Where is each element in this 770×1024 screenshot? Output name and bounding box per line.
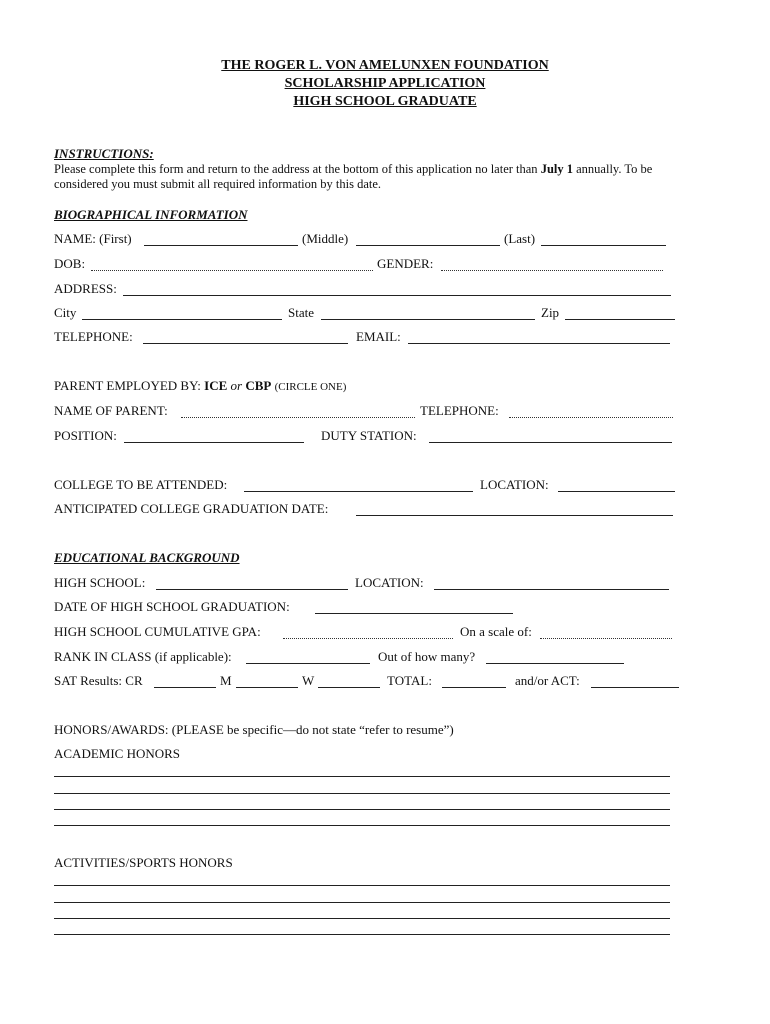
address-label: ADDRESS: [54,281,117,296]
sat-cr-label: SAT Results: CR [54,673,143,688]
college-grad-date-field[interactable] [356,515,673,516]
sat-w-field[interactable] [318,687,380,688]
college-label: COLLEGE TO BE ATTENDED: [54,477,228,492]
form-title: THE ROGER L. VON AMELUNXEN FOUNDATION [221,58,549,73]
option-ice[interactable]: ICE [204,378,228,393]
sat-m-label: M [220,673,232,688]
name-first-label: NAME: (First) [54,231,132,246]
academic-honors-label: ACADEMIC HONORS [54,746,181,761]
email-label: EMAIL: [356,329,401,344]
sat-total-label: TOTAL: [387,673,432,688]
name-middle-label: (Middle) [302,231,349,246]
activities-honors-line-4[interactable] [54,934,670,935]
sat-w-label: W [302,673,315,688]
address-field[interactable] [123,295,671,296]
activities-honors-line-2[interactable] [54,902,670,903]
email-field[interactable] [408,343,670,344]
gpa-field[interactable] [283,638,453,639]
honors-heading: HONORS/AWARDS: (PLEASE be specific—do not state “refer to resume”) [54,722,454,737]
duty-station-field[interactable] [429,442,672,443]
rank-field[interactable] [246,663,370,664]
rank-label: RANK IN CLASS (if applicable): [54,649,232,664]
name-first-field[interactable] [144,245,298,246]
scale-field[interactable] [540,638,672,639]
academic-honors-line-1[interactable] [54,776,670,777]
edu-heading: EDUCATIONAL BACKGROUND [54,550,240,565]
deadline: July 1 [540,162,573,176]
instructions-heading: INSTRUCTIONS: [54,146,154,161]
dob-field[interactable] [91,270,373,271]
parent-telephone-field[interactable] [509,417,673,418]
college-location-field[interactable] [558,491,675,492]
name-last-field[interactable] [541,245,666,246]
parent-name-label: NAME OF PARENT: [54,403,168,418]
college-field[interactable] [244,491,473,492]
parent-employed-label: PARENT EMPLOYED BY: ICE or CBP (CIRCLE ONE) [54,378,347,393]
sat-total-field[interactable] [442,687,506,688]
form-subtitle: SCHOLARSHIP APPLICATION [284,76,486,91]
duty-station-label: DUTY STATION: [321,428,417,443]
gender-field[interactable] [441,270,663,271]
sat-m-field[interactable] [236,687,298,688]
college-grad-date-label: ANTICIPATED COLLEGE GRADUATION DATE: [54,501,329,516]
hs-location-field[interactable] [434,589,669,590]
out-of-field[interactable] [486,663,624,664]
high-school-label: HIGH SCHOOL: [54,575,146,590]
position-label: POSITION: [54,428,117,443]
college-location-label: LOCATION: [480,477,549,492]
form-subtitle-2: HIGH SCHOOL GRADUATE [293,94,477,109]
city-field[interactable] [82,319,282,320]
academic-honors-line-3[interactable] [54,809,670,810]
scale-label: On a scale of: [460,624,532,639]
name-middle-field[interactable] [356,245,500,246]
state-label: State [288,305,314,320]
academic-honors-line-4[interactable] [54,825,670,826]
hs-grad-date-field[interactable] [315,613,513,614]
option-cbp[interactable]: CBP [245,378,272,393]
out-of-label: Out of how many? [378,649,476,664]
act-field[interactable] [591,687,679,688]
name-last-label: (Last) [504,231,536,246]
hs-location-label: LOCATION: [355,575,424,590]
activities-honors-label: ACTIVITIES/SPORTS HONORS [54,855,233,870]
parent-telephone-label: TELEPHONE: [420,403,499,418]
telephone-label: TELEPHONE: [54,329,133,344]
activities-honors-line-1[interactable] [54,885,670,886]
parent-name-field[interactable] [181,417,415,418]
position-field[interactable] [124,442,304,443]
zip-field[interactable] [565,319,675,320]
telephone-field[interactable] [143,343,348,344]
high-school-field[interactable] [156,589,348,590]
state-field[interactable] [321,319,535,320]
sat-cr-field[interactable] [154,687,216,688]
zip-label: Zip [541,305,560,320]
dob-label: DOB: [54,256,86,271]
instructions-text: Please complete this form and return to the address at the bottom of this application no later than July 1 annually. To be [54,162,653,176]
bio-heading: BIOGRAPHICAL INFORMATION [54,207,248,222]
city-label: City [54,305,77,320]
act-label: and/or ACT: [515,673,580,688]
academic-honors-line-2[interactable] [54,793,670,794]
hs-grad-date-label: DATE OF HIGH SCHOOL GRADUATION: [54,599,290,614]
activities-honors-line-3[interactable] [54,918,670,919]
instructions-text-2: considered you must submit all required information by this date. [54,177,382,191]
gender-label: GENDER: [377,256,434,271]
gpa-label: HIGH SCHOOL CUMULATIVE GPA: [54,624,261,639]
